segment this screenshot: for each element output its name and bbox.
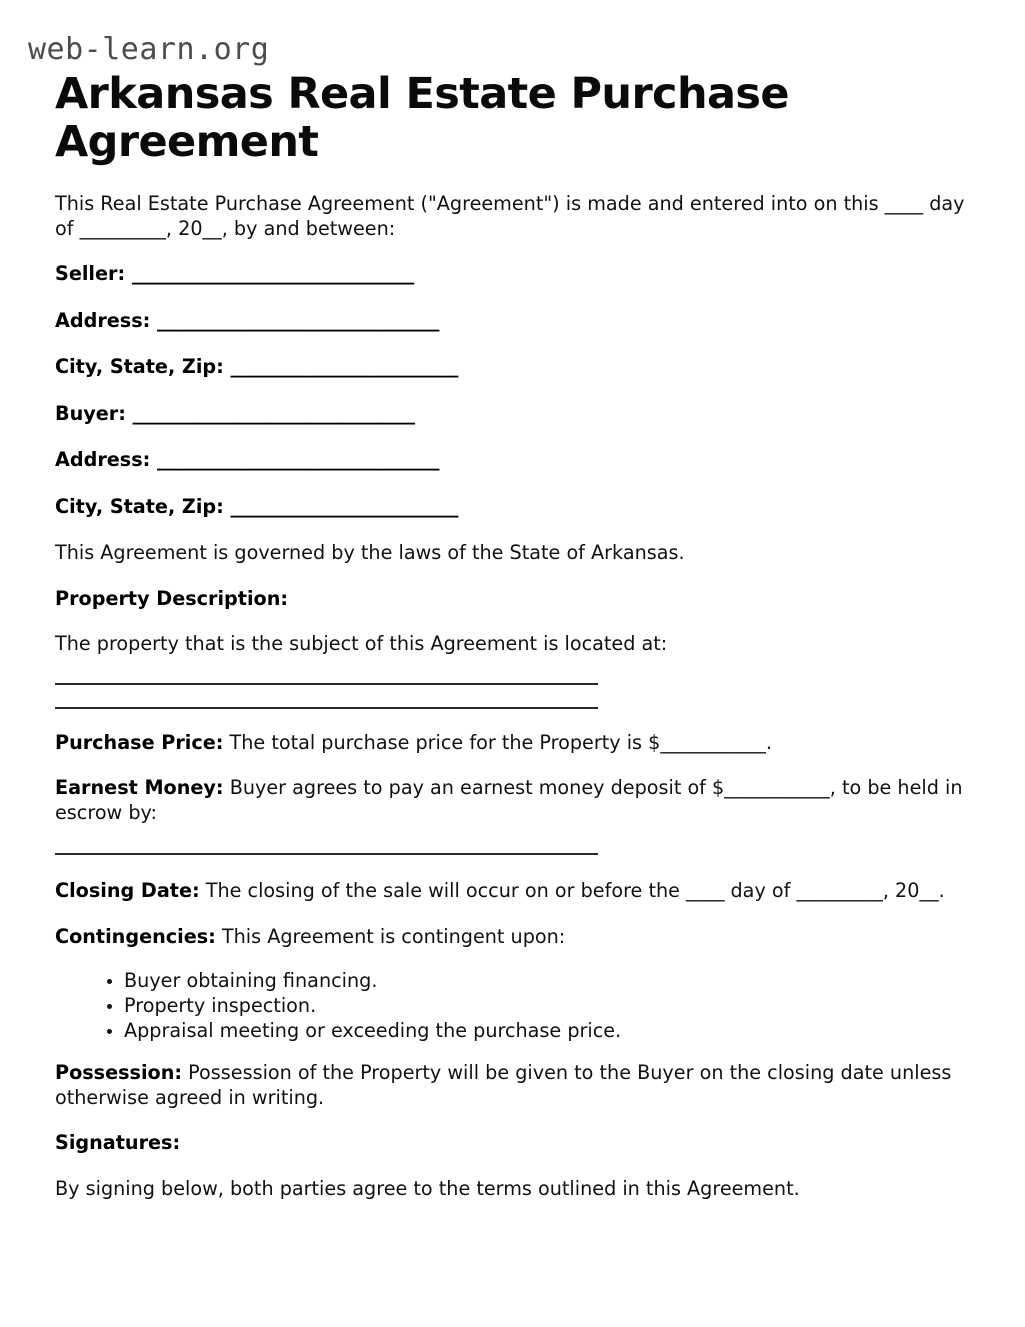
closing-date-body: The closing of the sale will occur on or before the ____ day of _________, 20__.: [199, 879, 945, 902]
field-buyer-blank[interactable]: _______________________________: [132, 401, 415, 425]
signatures-heading: Signatures:: [55, 1131, 181, 1154]
escrow-holder-blank-line[interactable]: [55, 853, 598, 855]
contingencies-paragraph: [55, 925, 967, 950]
field-buyer-city-state-zip: [55, 495, 967, 520]
field-seller-blank[interactable]: _______________________________: [131, 262, 414, 285]
field-buyer-label: Buyer:: [55, 401, 126, 425]
field-buyer-address-blank[interactable]: _______________________________: [157, 448, 439, 471]
field-buyer-city-state-zip-blank[interactable]: _________________________: [230, 494, 458, 518]
page-title: Arkansas Real Estate Purchase Agreement: [55, 69, 789, 167]
possession-heading: Possession:: [55, 1061, 183, 1084]
list-item: Appraisal meeting or exceeding the purchase price.: [107, 1018, 967, 1043]
document-body: [55, 70, 967, 1222]
field-seller-address: [55, 309, 967, 334]
purchase-price-heading: Purchase Price:: [55, 730, 224, 754]
field-seller-address-label: Address:: [55, 308, 151, 332]
contingencies-heading: Contingencies:: [55, 924, 216, 948]
earnest-money-paragraph: [55, 776, 967, 825]
field-buyer: [55, 402, 967, 427]
earnest-money-heading: Earnest Money:: [55, 776, 224, 799]
field-seller-city-state-zip: [55, 355, 967, 380]
field-seller-city-state-zip-label: City, State, Zip:: [55, 355, 224, 378]
list-item: Buyer obtaining financing.: [107, 968, 967, 993]
property-description-heading: [55, 587, 967, 612]
field-buyer-address: [55, 448, 967, 473]
field-seller-address-blank[interactable]: _______________________________: [157, 308, 439, 332]
intro-paragraph: This Real Estate Purchase Agreement ("Agreement") is made and entered into on this ____ day of _________, 20__, by and between:: [55, 192, 965, 240]
closing-date-paragraph: [55, 879, 967, 904]
possession-body: Possession of the Property will be given to the Buyer on the closing date unless otherwise agreed in writing.: [55, 1061, 952, 1109]
contingencies-list: [55, 968, 967, 1043]
possession-paragraph: [55, 1061, 967, 1110]
purchase-price-paragraph: [55, 731, 967, 756]
signatures-body: By signing below, both parties agree to the terms outlined in this Agreement.: [55, 1176, 800, 1200]
contingencies-body: This Agreement is contingent upon:: [215, 924, 566, 948]
signatures-heading-paragraph: [55, 1131, 967, 1156]
closing-date-heading: Closing Date:: [55, 879, 200, 902]
field-buyer-city-state-zip-label: City, State, Zip:: [55, 494, 224, 518]
property-description-heading-text: Property Description:: [55, 586, 289, 610]
governing-law-paragraph: This Agreement is governed by the laws of the State of Arkansas.: [55, 541, 685, 564]
property-description-blank-line-2[interactable]: [55, 707, 598, 709]
field-seller: [55, 262, 967, 287]
property-description-blank-line-1[interactable]: [55, 683, 598, 685]
property-description-body: The property that is the subject of this Agreement is located at:: [55, 632, 668, 655]
earnest-money-body: Buyer agrees to pay an earnest money deposit of $___________, to be held in escrow by:: [55, 776, 963, 824]
field-seller-city-state-zip-blank[interactable]: _________________________: [230, 355, 458, 378]
list-item: Property inspection.: [107, 993, 967, 1018]
field-seller-label: Seller:: [55, 262, 126, 285]
field-buyer-address-label: Address:: [55, 448, 151, 471]
site-logo: web-learn.org: [28, 32, 270, 67]
purchase-price-body: The total purchase price for the Property is $___________.: [223, 730, 772, 754]
